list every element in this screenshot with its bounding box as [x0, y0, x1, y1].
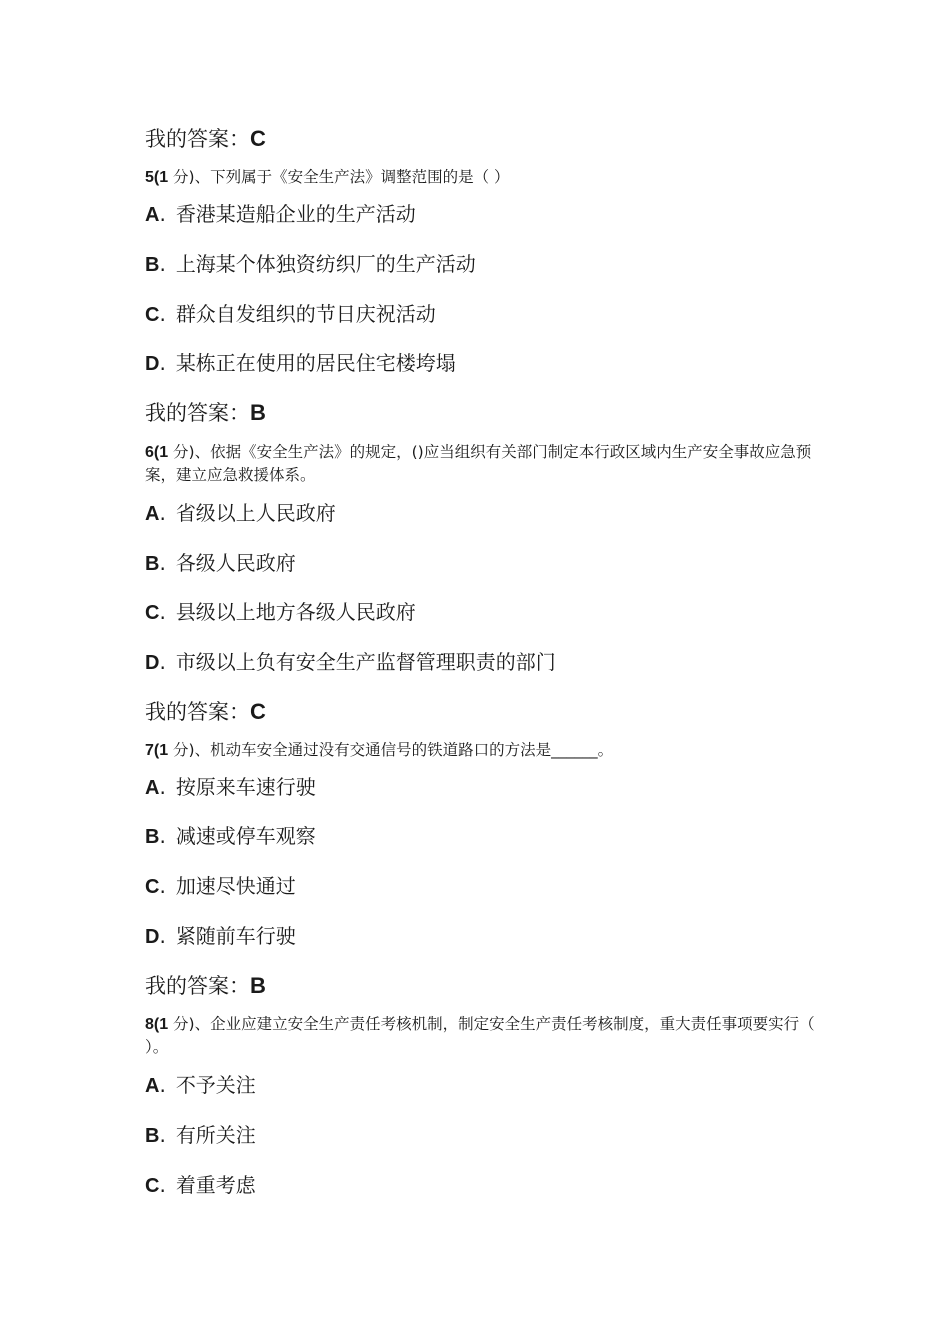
question-8	[145, 1013, 815, 1059]
question-stem: 分)、下列属于《安全生产法》调整范围的是（ ）	[168, 168, 510, 186]
option-text: 市级以上负有安全生产监督管理职责的部门	[175, 650, 556, 674]
option-text: 省级以上人民政府	[175, 501, 336, 525]
option-8-b[interactable]: B. 有所关注	[145, 1123, 256, 1147]
option-8-c[interactable]: C. 着重考虑	[145, 1173, 256, 1197]
answer-label: 我的答案：	[145, 974, 250, 998]
option-7-b[interactable]: B. 减速或停车观察	[145, 824, 316, 848]
option-text: 上海某个体独资纺织厂的生产活动	[175, 252, 476, 276]
option-key: A	[145, 777, 160, 799]
question-6	[145, 441, 815, 487]
option-key: A	[145, 204, 160, 226]
option-text: 减速或停车观察	[175, 824, 316, 848]
my-answer-prev	[145, 123, 266, 153]
option-text: 按原来车速行驶	[175, 775, 316, 799]
option-key: B	[145, 254, 160, 276]
answer-value: B	[250, 973, 266, 998]
my-answer-7	[145, 970, 266, 1000]
option-text: 加速尽快通过	[175, 874, 296, 898]
option-key: B	[145, 1125, 160, 1147]
option-key: B	[145, 553, 160, 575]
option-key: C	[145, 602, 160, 624]
option-text: 各级人民政府	[175, 551, 296, 575]
question-7	[145, 739, 815, 762]
option-7-c[interactable]: C. 加速尽快通过	[145, 874, 296, 898]
option-5-c[interactable]: C. 群众自发组织的节日庆祝活动	[145, 302, 436, 326]
my-answer-5	[145, 397, 266, 427]
option-5-d[interactable]: D. 某栋正在使用的居民住宅楼垮塌	[145, 351, 456, 375]
option-7-a[interactable]: A. 按原来车速行驶	[145, 775, 316, 799]
question-number: 6(1	[145, 444, 169, 461]
question-stem: 分)、企业应建立安全生产责任考核机制，制定安全生产责任考核制度，重大责任事项要实行（ ）。	[145, 1015, 815, 1056]
option-key: C	[145, 304, 160, 326]
answer-label: 我的答案：	[145, 401, 250, 425]
option-5-a[interactable]: A. 香港某造船企业的生产活动	[145, 202, 416, 226]
option-key: D	[145, 652, 160, 674]
question-number: 7(1	[145, 742, 169, 759]
answer-value: C	[250, 126, 266, 151]
my-answer-6	[145, 696, 266, 726]
question-5	[145, 166, 815, 189]
question-number: 8(1	[145, 1016, 169, 1033]
option-text: 香港某造船企业的生产活动	[175, 202, 416, 226]
option-key: C	[145, 876, 160, 898]
option-text: 着重考虑	[175, 1173, 256, 1197]
option-key: D	[145, 353, 160, 375]
option-6-d[interactable]: D. 市级以上负有安全生产监督管理职责的部门	[145, 650, 556, 674]
option-6-a[interactable]: A. 省级以上人民政府	[145, 501, 336, 525]
option-key: B	[145, 826, 160, 848]
answer-value: C	[250, 699, 266, 724]
option-text: 紧随前车行驶	[175, 924, 296, 948]
question-number: 5(1	[145, 169, 169, 186]
answer-label: 我的答案：	[145, 700, 250, 724]
answer-label: 我的答案：	[145, 127, 250, 151]
option-text: 群众自发组织的节日庆祝活动	[175, 302, 436, 326]
option-text: 不予关注	[175, 1073, 256, 1097]
option-key: A	[145, 1075, 160, 1097]
option-5-b[interactable]: B. 上海某个体独资纺织厂的生产活动	[145, 252, 476, 276]
option-key: C	[145, 1175, 160, 1197]
option-key: A	[145, 503, 160, 525]
option-6-c[interactable]: C. 县级以上地方各级人民政府	[145, 600, 416, 624]
option-text: 县级以上地方各级人民政府	[175, 600, 416, 624]
question-stem: 分)、依据《安全生产法》的规定，()应当组织有关部门制定本行政区域内生产安全事故应急预案，建立应急救援体系。	[145, 443, 812, 484]
option-text: 有所关注	[175, 1123, 256, 1147]
option-7-d[interactable]: D. 紧随前车行驶	[145, 924, 296, 948]
answer-value: B	[250, 400, 266, 425]
question-stem: 分)、机动车安全通过没有交通信号的铁道路口的方法是______。	[168, 741, 614, 759]
option-key: D	[145, 926, 160, 948]
option-text: 某栋正在使用的居民住宅楼垮塌	[175, 351, 456, 375]
option-6-b[interactable]: B. 各级人民政府	[145, 551, 296, 575]
option-8-a[interactable]: A. 不予关注	[145, 1073, 256, 1097]
